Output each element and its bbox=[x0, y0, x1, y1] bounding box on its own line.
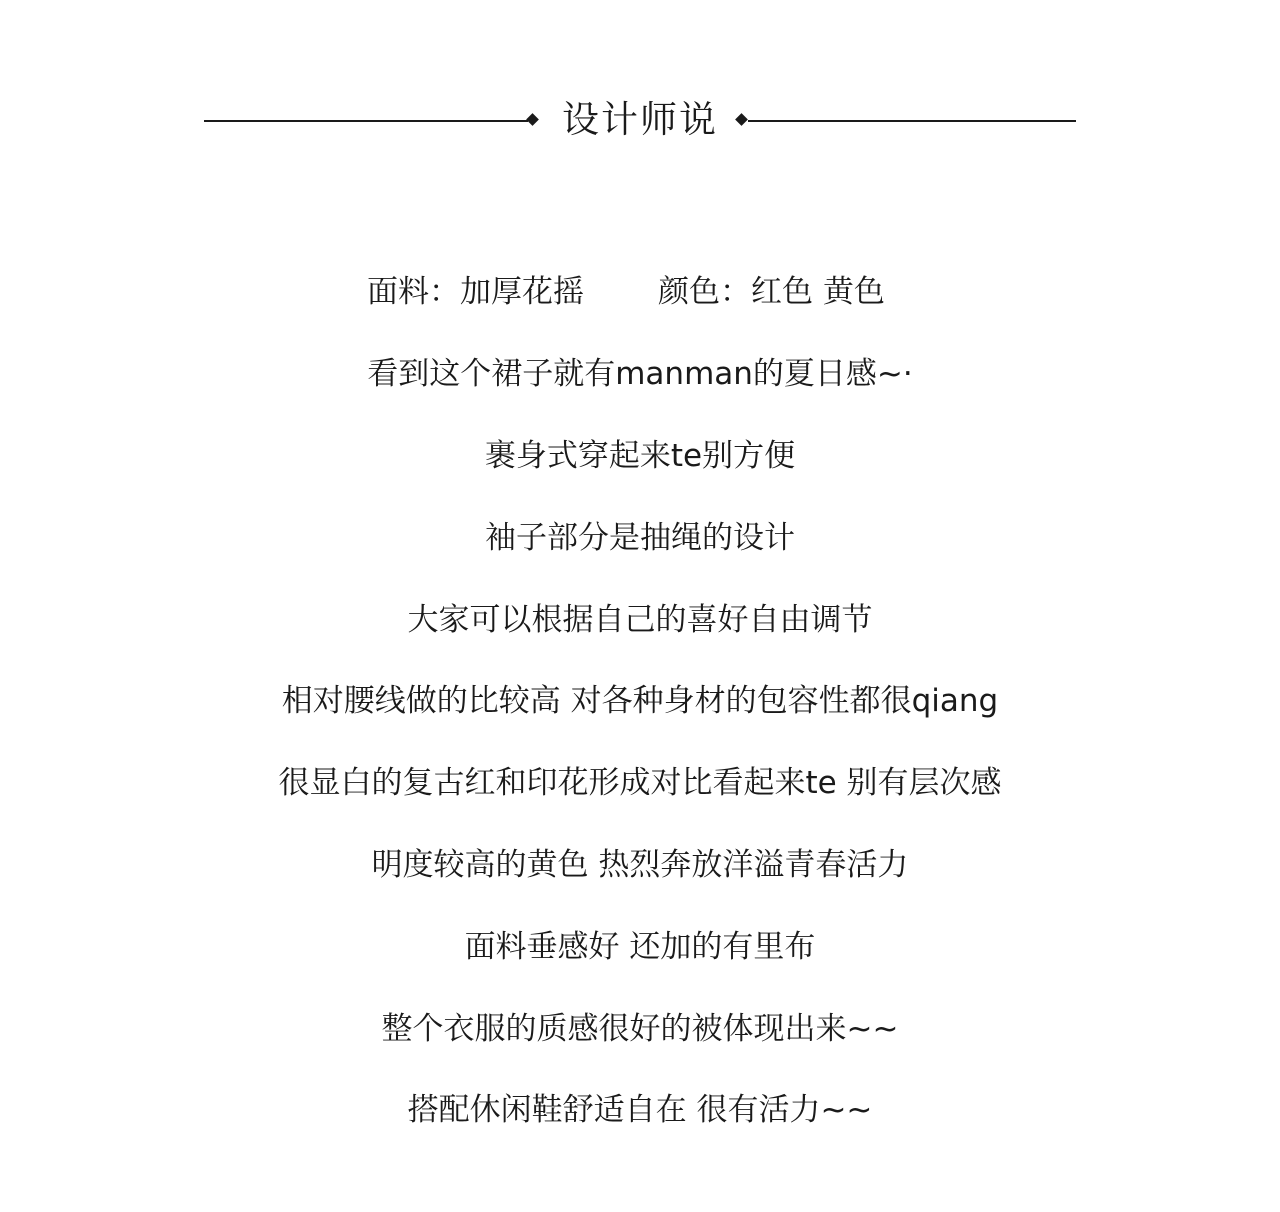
section-header bbox=[0, 96, 1280, 146]
description-line: 很显白的复古红和印花形成对比看起来te 别有层次感 bbox=[278, 765, 1002, 801]
description-line: 明度较高的黄色 热烈奔放洋溢青春活力 bbox=[371, 847, 909, 883]
header-divider-right bbox=[748, 120, 1076, 122]
spec-fabric: 面料：加厚花摇 bbox=[367, 274, 584, 310]
spec-line bbox=[0, 270, 1280, 314]
section-title: 设计师说 bbox=[562, 98, 718, 141]
description-line: 裹身式穿起来te别方便 bbox=[484, 438, 796, 474]
description-line: 面料垂感好 还加的有里布 bbox=[464, 929, 816, 965]
header-divider-left bbox=[204, 120, 528, 122]
description-line: 相对腰线做的比较高 对各种身材的包容性都很qiang bbox=[281, 683, 999, 719]
description-line: 整个衣服的质感很好的被体现出来~~ bbox=[381, 1011, 899, 1047]
description-line: 搭配休闲鞋舒适自在 很有活力~~ bbox=[407, 1092, 873, 1128]
description-line: 看到这个裙子就有manman的夏日感~· bbox=[367, 356, 913, 392]
spec-color: 颜色：红色 黄色 bbox=[658, 274, 885, 310]
description-line: 大家可以根据自己的喜好自由调节 bbox=[407, 602, 873, 638]
diamond-right-icon bbox=[735, 113, 748, 126]
diamond-left-icon bbox=[526, 113, 539, 126]
description-line: 袖子部分是抽绳的设计 bbox=[485, 520, 795, 556]
